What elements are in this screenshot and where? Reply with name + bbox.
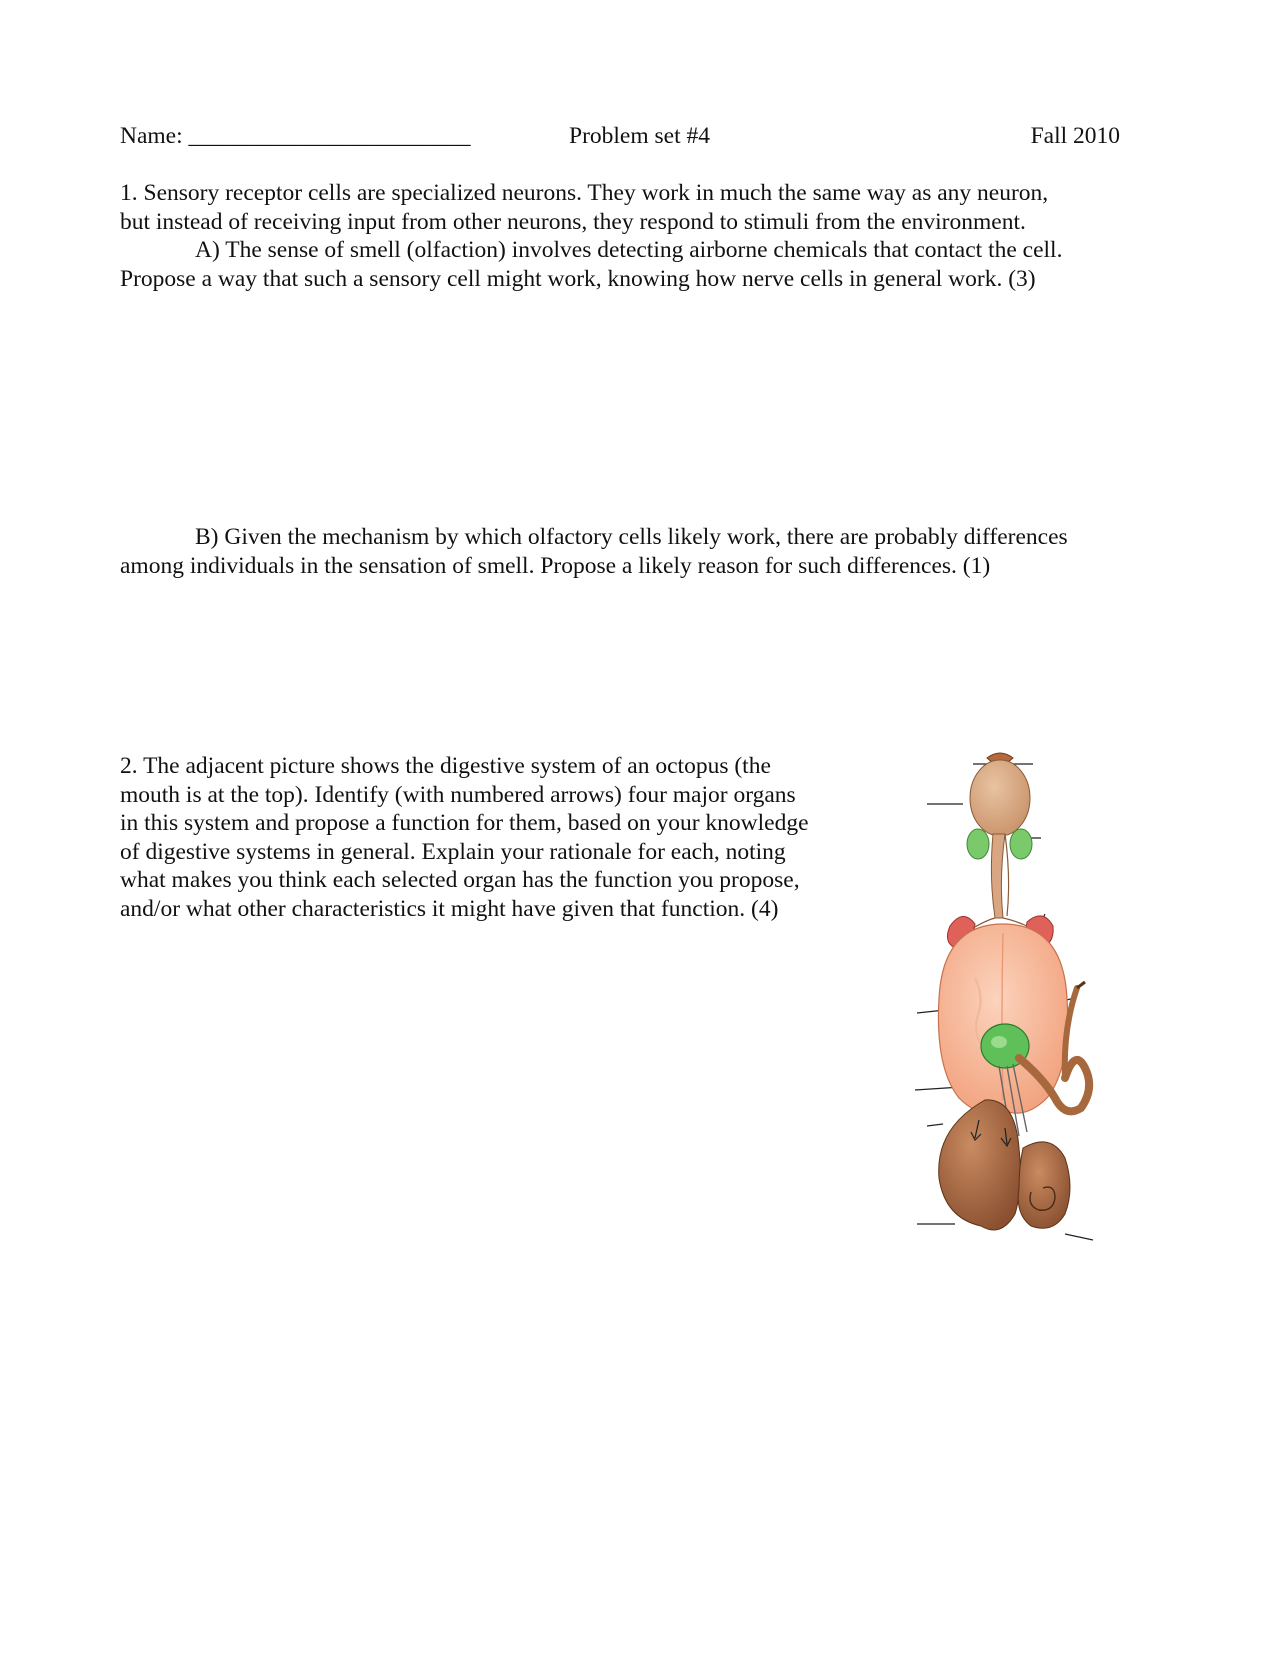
- caecum-highlight: [991, 1036, 1007, 1048]
- question-1b: [120, 523, 1068, 580]
- oesophagus-shape: [991, 834, 1005, 918]
- salivary-gland-shape: [1010, 829, 1032, 859]
- digestive-gland-shape: [1018, 1142, 1070, 1228]
- salivary-gland-shape: [967, 829, 989, 859]
- duct-line: [1005, 834, 1009, 916]
- question-1a-line: Propose a way that such a sensory cell might work, knowing how nerve cells in general work. (3): [120, 265, 1036, 292]
- page-header: [120, 122, 1120, 152]
- octopus-digestive-diagram: [915, 748, 1105, 1288]
- question-2-line: 2. The adjacent picture shows the digestive system of an octopus (the: [120, 753, 771, 779]
- question-1-line: 1. Sensory receptor cells are specialized neurons. They work in much the same way as any neuron,: [120, 180, 1049, 206]
- question-2: [120, 752, 809, 923]
- question-2-line: of digestive systems in general. Explain your rationale for each, noting: [120, 838, 786, 865]
- term-label: Fall 2010: [1030, 123, 1120, 149]
- digestive-gland-shape: [939, 1100, 1021, 1230]
- question-2-line: in this system and propose a function for them, based on your knowledge: [120, 810, 809, 836]
- question-1: [120, 179, 1062, 293]
- leader-line: [1065, 1234, 1093, 1240]
- question-1b-line: B) Given the mechanism by which olfactory cells likely work, there are probably differences: [195, 524, 1068, 550]
- problem-set-title: Problem set #4: [569, 123, 710, 149]
- question-1b-line: among individuals in the sensation of smell. Propose a likely reason for such differences. (1): [120, 552, 991, 579]
- leader-line: [927, 1124, 943, 1126]
- octopus-digestive-system-figure: [915, 748, 1105, 1288]
- question-2-line: and/or what other characteristics it might have given that function. (4): [120, 895, 779, 922]
- name-field-label: Name: ________________________: [120, 123, 471, 149]
- question-1-line: but instead of receiving input from other neurons, they respond to stimuli from the environment.: [120, 208, 1026, 235]
- question-2-line: what makes you think each selected organ has the function you propose,: [120, 867, 800, 893]
- question-2-line: mouth is at the top). Identify (with numbered arrows) four major organs: [120, 781, 796, 808]
- question-1a-line: A) The sense of smell (olfaction) involves detecting airborne chemicals that contact the cell.: [195, 237, 1063, 263]
- anus-shape: [1077, 982, 1085, 988]
- buccal-mass-shape: [970, 760, 1030, 836]
